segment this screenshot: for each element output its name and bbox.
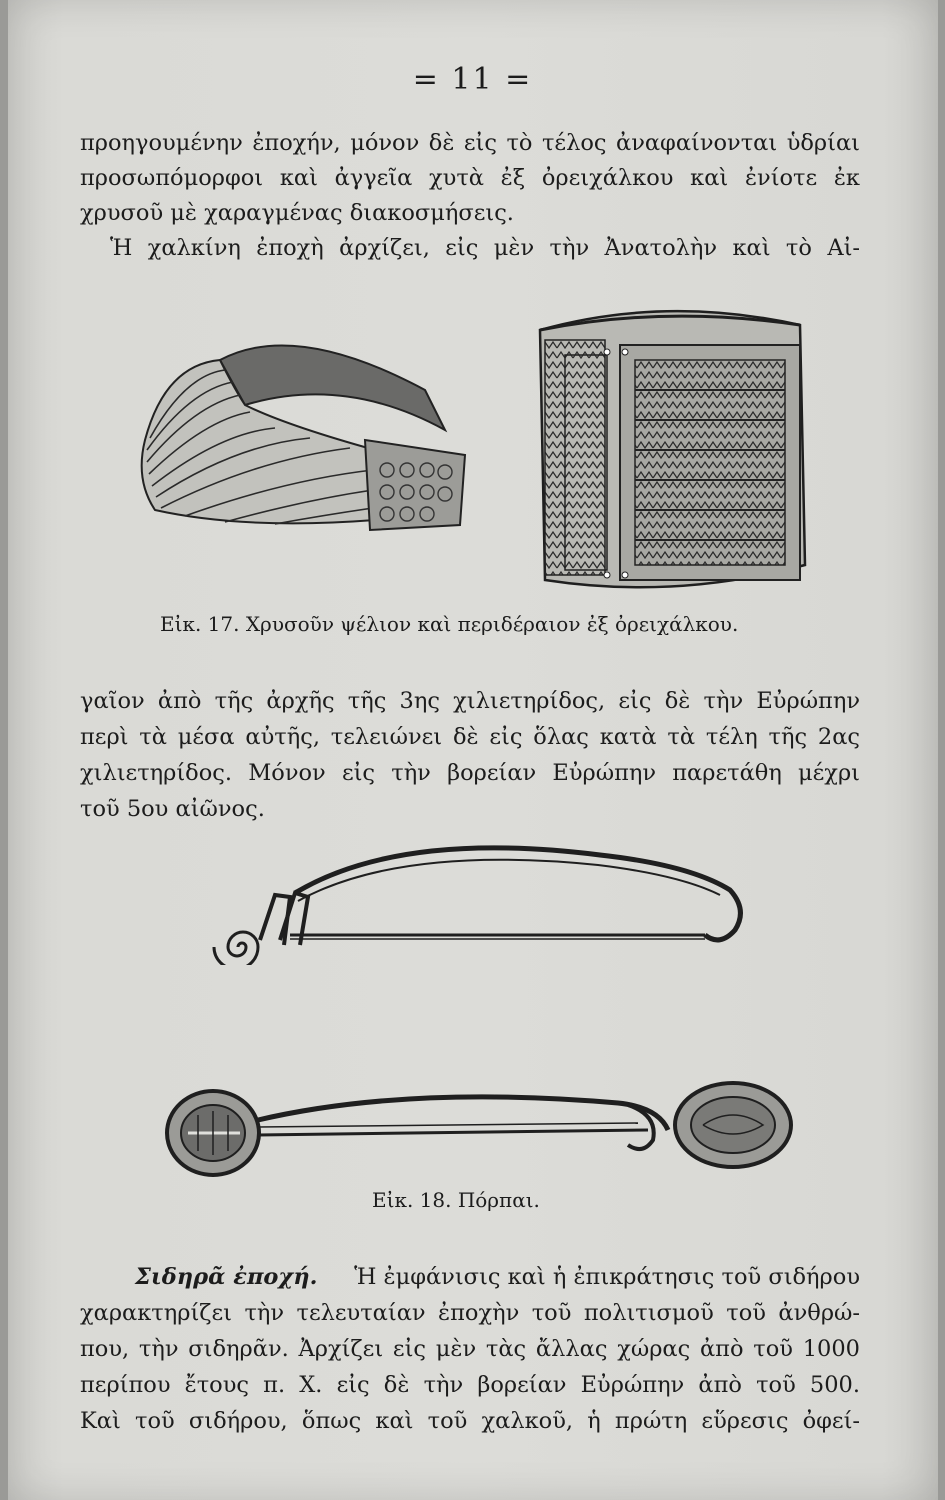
page-number: = 11 = [412,62,533,97]
text-line: προηγουμένην ἐποχήν, μόνον δὲ εἰς τὸ τέλος ἀναφαίνονται ὑδρίαι [80,130,860,156]
text-line: χρυσοῦ μὲ χαραγμένας διακοσμήσεις. [80,200,514,226]
text-line: Καὶ τοῦ σιδήρου, ὅπως καὶ τοῦ χαλκοῦ, ἡ πρώτη εὕρεσις ὀφεί- [80,1408,860,1434]
text-line: Ἡ χαλκίνη ἐποχὴ ἀρχίζει, εἰς μὲν τὴν Ἀνατολὴν καὶ τὸ Αἰ- [110,235,860,261]
text-line: χαρακτηρίζει τὴν τελευταίαν ἐποχὴν τοῦ πολιτισμοῦ τοῦ ἀνθρώ- [80,1300,860,1326]
text-line: γαῖον ἀπὸ τῆς ἀρχῆς τῆς 3ης χιλιετηρίδος, εἰς δὲ τὴν Εὐρώπην [80,688,860,714]
text-line: προσωπόμορφοι καὶ ἀγγεῖα χυτὰ ἐξ ὀρειχάλκου καὶ ἐνίοτε ἐκ [80,165,860,191]
text-line: Ἡ ἐμφάνισις καὶ ἡ ἐπικράτησις τοῦ σιδήρου [354,1264,860,1290]
iron-age-first-line [135,1262,860,1292]
text-line: που, τὴν σιδηρᾶν. Ἀρχίζει εἰς μὲν τὰς ἄλλας χώρας ἀπὸ τοῦ 1000 [80,1336,860,1362]
text-line: περίπου ἔτους π. Χ. εἰς δὲ τὴν βορείαν Εὐρώπην ἀπὸ τοῦ 500. [80,1372,860,1398]
text-line: τοῦ 5ου αἰῶνος. [80,796,265,822]
figure-18-caption: Εἰκ. 18. Πόρπαι. [372,1188,540,1212]
cuff-illustration [525,300,815,610]
fibula-illustration [200,835,760,965]
text-line: περὶ τὰ μέσα αὐτῆς, τελειώνει δὲ εἰς ὅλας κατὰ τὰ τέλη τῆς 2ας [80,724,860,750]
bracelet-illustration [125,320,480,545]
text-line: χιλιετηρίδος. Μόνον εἰς τὴν βορείαν Εὐρώπην παρετάθη μέχρι [80,760,860,786]
section-heading: Σιδηρᾶ ἐποχή. [135,1264,318,1290]
fibula-illustration [158,1075,798,1190]
figure-17-caption: Εἰκ. 17. Χρυσοῦν ψέλιον καὶ περιδέραιον ἐξ ὀρειχάλκου. [160,612,739,636]
